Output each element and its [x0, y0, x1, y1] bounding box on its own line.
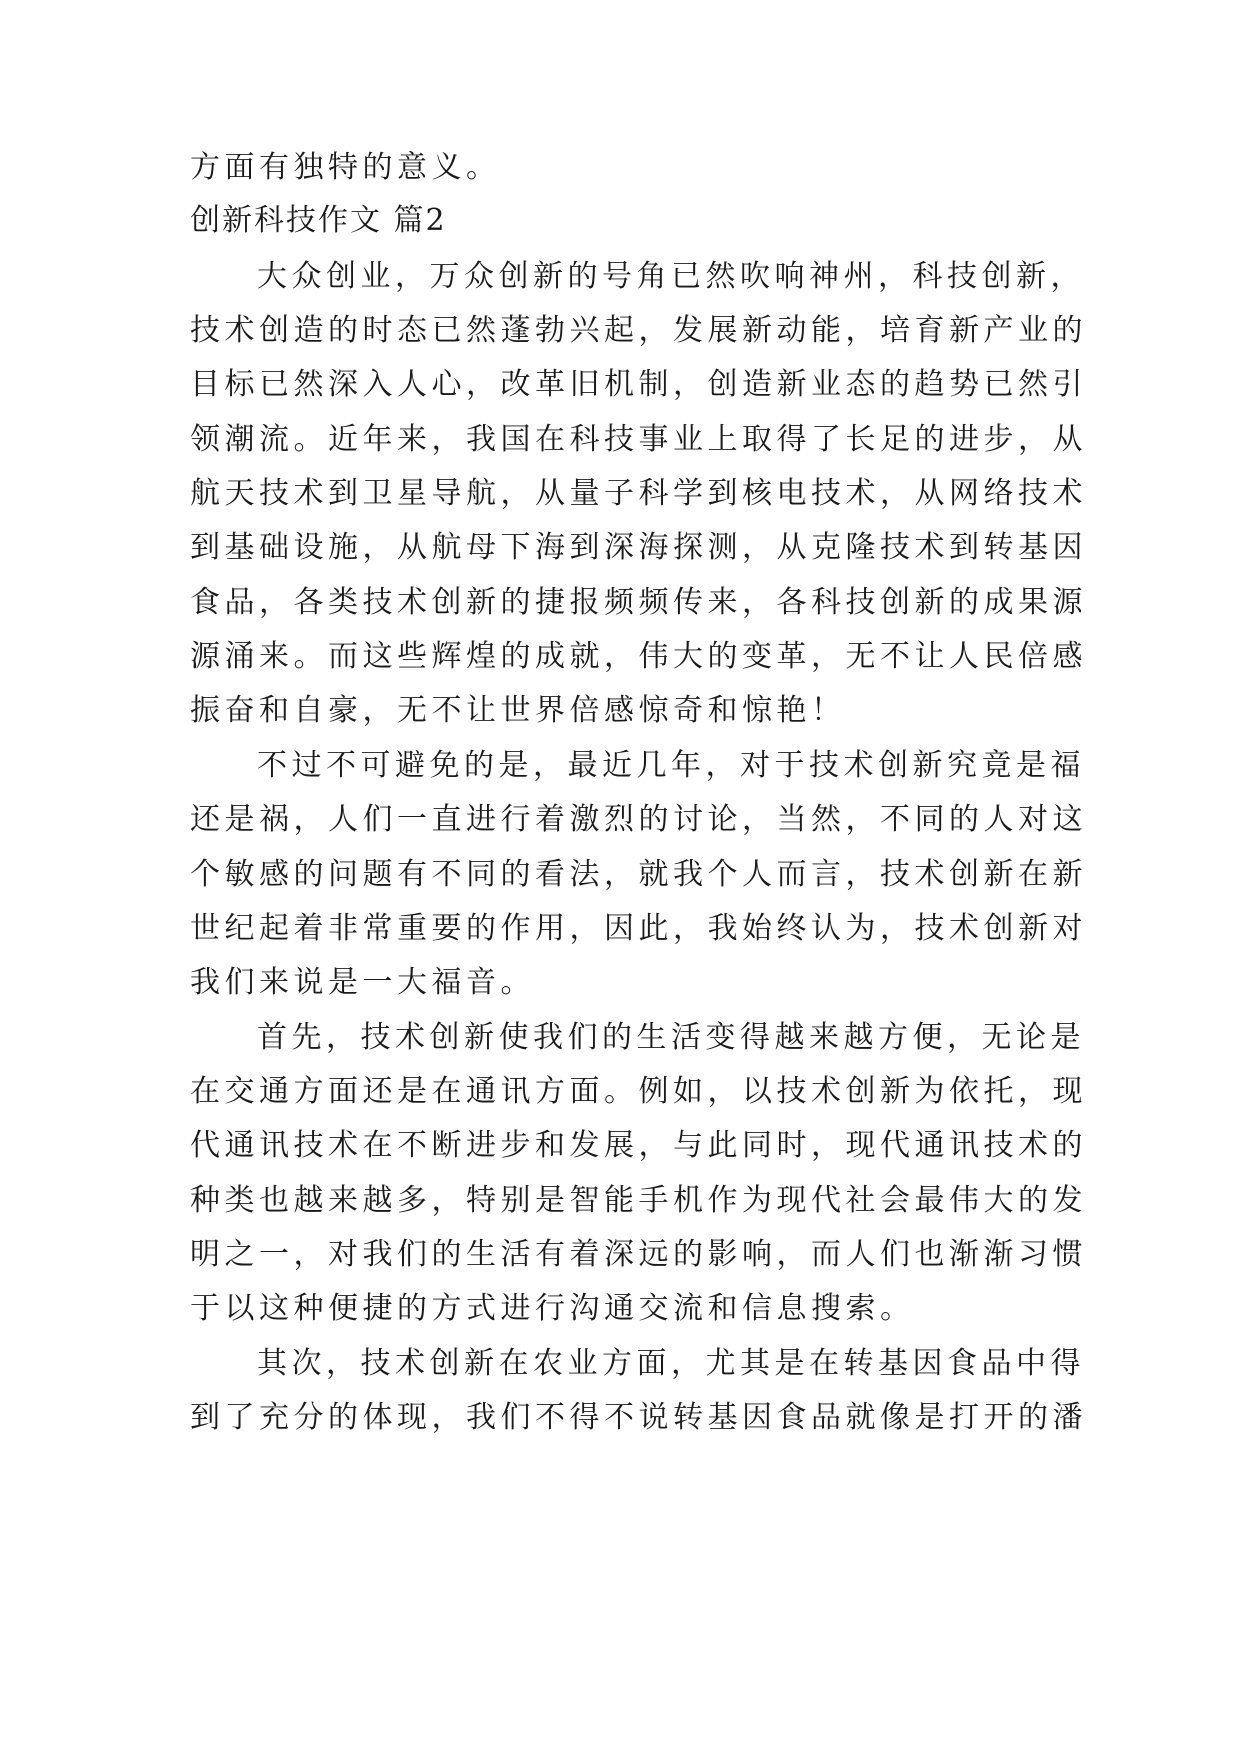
paragraph-line: 我们来说是一大福音。	[190, 965, 535, 1000]
paragraph-line: 技术创造的时态已然蓬勃兴起，发展新动能，培育新产业的	[190, 313, 1087, 348]
paragraph-line: 航天技术到卫星导航，从量子科学到核电技术，从网络技术	[190, 476, 1087, 511]
paragraph-line: 到基础设施，从航母下海到深海探测，从克隆技术到转基因	[190, 530, 1087, 565]
section-heading: 创新科技作文 篇2	[190, 203, 447, 238]
paragraph-line: 领潮流。近年来，我国在科技事业上取得了长足的进步，从	[190, 422, 1087, 457]
paragraph-line: 世纪起着非常重要的作用，因此，我始终认为，技术创新对	[190, 911, 1087, 946]
paragraph-line: 振奋和自豪，无不让世界倍感惊奇和惊艳！	[190, 693, 846, 728]
paragraph-line: 到了充分的体现，我们不得不说转基因食品就像是打开的潘	[190, 1400, 1087, 1435]
paragraph-line: 个敏感的问题有不同的看法，就我个人而言，技术创新在新	[190, 857, 1087, 892]
paragraph-line: 源涌来。而这些辉煌的成就，伟大的变革，无不让人民倍感	[190, 639, 1087, 674]
paragraph-line: 其次，技术创新在农业方面，尤其是在转基因食品中得	[257, 1346, 1085, 1381]
paragraph-line: 明之一，对我们的生活有着深远的影响，而人们也渐渐习惯	[190, 1237, 1087, 1272]
paragraph-line: 于以这种便捷的方式进行沟通交流和信息搜索。	[190, 1291, 915, 1326]
paragraph-line: 种类也越来越多，特别是智能手机作为现代社会最伟大的发	[190, 1183, 1087, 1218]
paragraph-line: 食品，各类技术创新的捷报频频传来，各科技创新的成果源	[190, 585, 1087, 620]
paragraph-line: 还是祸，人们一直进行着激烈的讨论，当然，不同的人对这	[190, 802, 1087, 837]
paragraph-line: 首先，技术创新使我们的生活变得越来越方便，无论是	[257, 1020, 1085, 1055]
paragraph-line: 目标已然深入人心，改革旧机制，创造新业态的趋势已然引	[190, 367, 1087, 402]
paragraph-line: 大众创业，万众创新的号角已然吹响神州，科技创新，	[257, 259, 1085, 294]
intro-tail-line: 方面有独特的意义。	[190, 150, 501, 185]
paragraph-line: 不过不可避免的是，最近几年，对于技术创新究竟是福	[257, 748, 1085, 783]
paragraph-line: 在交通方面还是在通讯方面。例如，以技术创新为依托，现	[190, 1074, 1087, 1109]
paragraph-line: 代通讯技术在不断进步和发展，与此同时，现代通讯技术的	[190, 1128, 1087, 1163]
